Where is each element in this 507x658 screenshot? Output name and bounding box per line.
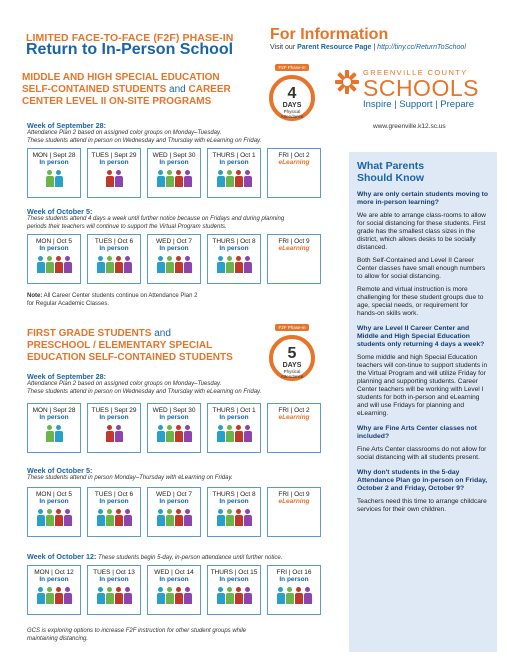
logo-line2: SCHOOLS bbox=[363, 75, 479, 101]
day-status: In person bbox=[39, 159, 69, 166]
day-card bbox=[207, 487, 261, 537]
day-status: eLearning bbox=[278, 414, 310, 421]
person-icon bbox=[46, 170, 54, 187]
people-group bbox=[208, 587, 260, 604]
person-icon bbox=[304, 587, 312, 604]
s2-week3-row bbox=[27, 565, 321, 615]
s2-week3: Week of October 12: These students begin 5-day, in-person attendance until further notice. bbox=[27, 552, 283, 561]
person-icon bbox=[166, 587, 174, 604]
people-group bbox=[88, 170, 140, 187]
person-icon bbox=[184, 587, 192, 604]
people-group bbox=[28, 170, 80, 187]
person-icon bbox=[46, 509, 54, 526]
day-status: In person bbox=[39, 498, 69, 505]
person-icon bbox=[175, 425, 183, 442]
people-group bbox=[148, 256, 200, 273]
person-icon bbox=[217, 509, 225, 526]
badge-5-days: F2F Phase-in 5 DAYS Physical Attendance bbox=[262, 316, 322, 381]
person-icon bbox=[115, 587, 123, 604]
s1-note: Note: All Career Center students continue on Attendance Plan 2 for Regular Academic Classes. bbox=[27, 293, 198, 307]
section2-title: FIRST GRADE STUDENTS and PRESCHOOL / ELEMENTARY SPECIAL EDUCATION SELF-CONTAINED STUDENTS bbox=[27, 328, 233, 363]
person-icon bbox=[46, 425, 54, 442]
person-icon bbox=[124, 587, 132, 604]
person-icon bbox=[226, 425, 234, 442]
day-status: In person bbox=[219, 414, 249, 421]
page-title: Return to In-Person School bbox=[26, 41, 234, 58]
people-group bbox=[28, 509, 80, 526]
people-group bbox=[148, 170, 200, 187]
day-label: THURS | Oct 1 bbox=[212, 407, 256, 414]
day-status: eLearning bbox=[278, 498, 310, 505]
person-icon bbox=[157, 509, 165, 526]
day-card bbox=[27, 487, 81, 537]
day-status: In person bbox=[99, 159, 129, 166]
day-label: MON | Oct 5 bbox=[36, 238, 72, 245]
person-icon bbox=[115, 509, 123, 526]
info-line: Visit our Parent Resource Page | http://tiny.cc/ReturnToSchool bbox=[270, 44, 466, 51]
day-status: In person bbox=[99, 576, 129, 583]
header-subtitle: LIMITED FACE-TO-FACE (F2F) PHASE-IN bbox=[26, 32, 234, 44]
person-icon bbox=[37, 256, 45, 273]
person-icon bbox=[184, 170, 192, 187]
day-label: TUES | Sept 29 bbox=[91, 407, 137, 414]
person-icon bbox=[244, 170, 252, 187]
person-icon bbox=[166, 170, 174, 187]
badge-tab: F2F Phase-in bbox=[275, 64, 308, 71]
day-status: In person bbox=[39, 414, 69, 421]
person-icon bbox=[217, 425, 225, 442]
day-card bbox=[207, 565, 261, 615]
person-icon bbox=[55, 509, 63, 526]
day-label: MON | Oct 12 bbox=[34, 569, 74, 576]
day-status: In person bbox=[159, 245, 189, 252]
day-status: In person bbox=[99, 245, 129, 252]
person-icon bbox=[106, 256, 114, 273]
person-icon bbox=[217, 587, 225, 604]
faq-question: Why are Fine Arts Center classes not included? bbox=[357, 425, 477, 440]
person-icon bbox=[235, 425, 243, 442]
day-card bbox=[27, 234, 81, 284]
day-card bbox=[147, 234, 201, 284]
day-card bbox=[267, 234, 321, 284]
person-icon bbox=[157, 256, 165, 273]
day-label: WED | Oct 7 bbox=[156, 491, 192, 498]
day-status: In person bbox=[219, 245, 249, 252]
day-card bbox=[87, 403, 141, 453]
badge-4-days: F2F Phase-in 4 DAYS Physical Attendance bbox=[262, 56, 322, 121]
person-icon bbox=[115, 425, 123, 442]
day-label: THURS | Oct 8 bbox=[212, 238, 256, 245]
s2-week1: Week of September 28: Attendance Plan 2 based on assigned color groups on Monday–Tuesday. These students attend in person on Wednesday and Thursday with eLearning on Friday. bbox=[27, 372, 262, 395]
person-icon bbox=[166, 256, 174, 273]
day-label: FRI | Oct 9 bbox=[278, 238, 310, 245]
section1-title: MIDDLE AND HIGH SPECIAL EDUCATION SELF-CONTAINED STUDENTS and CAREER CENTER LEVEL II ON-SITE PROGRAMS bbox=[22, 72, 231, 107]
day-status: In person bbox=[219, 159, 249, 166]
people-group bbox=[148, 587, 200, 604]
person-icon bbox=[184, 509, 192, 526]
person-icon bbox=[37, 587, 45, 604]
person-icon bbox=[106, 425, 114, 442]
people-group bbox=[28, 256, 80, 273]
return-to-school-link[interactable]: http://tiny.cc/ReturnToSchool bbox=[377, 44, 466, 51]
day-label: THURS | Oct 1 bbox=[212, 152, 256, 159]
day-card bbox=[207, 403, 261, 453]
day-label: MON | Sept 28 bbox=[32, 152, 76, 159]
day-card bbox=[27, 148, 81, 198]
day-label: TUES | Oct 6 bbox=[94, 491, 134, 498]
people-group bbox=[88, 509, 140, 526]
person-icon bbox=[235, 170, 243, 187]
s2-week2: Week of October 5: These students attend in person Monday–Thursday with eLearning on Friday. bbox=[27, 466, 233, 481]
day-card bbox=[147, 148, 201, 198]
day-card bbox=[267, 565, 321, 615]
faq-question: Why are Level II Career Center and Middle and High Special Education students only returning 4 days a week? bbox=[357, 325, 485, 348]
person-icon bbox=[286, 587, 294, 604]
people-group bbox=[88, 425, 140, 442]
day-status: In person bbox=[99, 498, 129, 505]
day-label: FRI | Oct 16 bbox=[276, 569, 312, 576]
day-label: THURS | Oct 8 bbox=[212, 491, 256, 498]
faq-title: What Parents bbox=[357, 160, 425, 172]
day-card bbox=[87, 565, 141, 615]
logo-line1: GREENVILLE COUNTY bbox=[363, 68, 468, 77]
day-label: TUES | Oct 13 bbox=[93, 569, 135, 576]
day-label: WED | Sept 30 bbox=[152, 152, 196, 159]
day-label: FRI | Oct 2 bbox=[278, 152, 310, 159]
day-status: eLearning bbox=[278, 159, 310, 166]
day-card bbox=[267, 487, 321, 537]
day-label: WED | Oct 14 bbox=[154, 569, 194, 576]
parent-resource-link[interactable]: Parent Resource Page bbox=[297, 44, 372, 51]
people-group bbox=[88, 256, 140, 273]
person-icon bbox=[226, 509, 234, 526]
person-icon bbox=[124, 509, 132, 526]
website-url: www.greenville.k12.sc.us bbox=[373, 123, 446, 130]
day-status: In person bbox=[219, 576, 249, 583]
day-label: THURS | Oct 15 bbox=[210, 569, 258, 576]
person-icon bbox=[97, 256, 105, 273]
faq-answer: We are able to arrange class-rooms to allow for social distancing for these students. First grade has the smallest class sizes in the district, which allows desks to be socially distanced. bbox=[357, 212, 486, 251]
person-icon bbox=[55, 425, 63, 442]
person-icon bbox=[295, 587, 303, 604]
s1-week1-row bbox=[27, 148, 321, 198]
s1-week1: Week of September 28: Attendance Plan 2 based on assigned color groups on Monday–Tuesday. These students attend in person on Wednesday and Thursday with eLearning on Friday. bbox=[27, 121, 262, 144]
person-icon bbox=[64, 509, 72, 526]
person-icon bbox=[157, 425, 165, 442]
day-card bbox=[267, 403, 321, 453]
s2-week2-row bbox=[27, 487, 321, 537]
person-icon bbox=[235, 256, 243, 273]
person-icon bbox=[244, 509, 252, 526]
person-icon bbox=[64, 587, 72, 604]
person-icon bbox=[46, 587, 54, 604]
day-status: In person bbox=[159, 159, 189, 166]
person-icon bbox=[115, 170, 123, 187]
people-group bbox=[208, 509, 260, 526]
person-icon bbox=[97, 587, 105, 604]
day-card bbox=[27, 565, 81, 615]
people-group bbox=[148, 425, 200, 442]
person-icon bbox=[226, 256, 234, 273]
person-icon bbox=[157, 587, 165, 604]
s1-week2: Week of October 5: These students attend 4 days a week until further notice because on Fridays and during planning periods their teachers will continue to support the Virtual Program students. bbox=[27, 207, 285, 230]
day-card bbox=[87, 148, 141, 198]
day-status: eLearning bbox=[278, 245, 310, 252]
person-icon bbox=[175, 170, 183, 187]
person-icon bbox=[64, 256, 72, 273]
person-icon bbox=[46, 256, 54, 273]
person-icon bbox=[55, 170, 63, 187]
person-icon bbox=[106, 587, 114, 604]
day-status: In person bbox=[39, 576, 69, 583]
day-card bbox=[207, 234, 261, 284]
person-icon bbox=[226, 587, 234, 604]
info-title: For Information bbox=[270, 26, 389, 43]
day-status: In person bbox=[39, 245, 69, 252]
logo-tagline: Inspire | Support | Prepare bbox=[363, 99, 475, 110]
person-icon bbox=[244, 425, 252, 442]
day-card bbox=[87, 487, 141, 537]
person-icon bbox=[37, 509, 45, 526]
faq-panel: What Parents Should Know Why are only certain students moving to more in-person learning? We are able to arrange class-rooms to allow for social distancing for these students. First grade has the smallest class sizes in the district, which allows desks to be socially distanced. Both Self-Contained and Level II Career Center classes have small enough numbers to allow for social distancing. Remote and virtual instruction is more challenging for these student groups due to age, special needs, or requirement for hands-on skills work. Why are Level II Career Center and Middle and High Special Education students only returning 4 days a week? Some middle and high Special Education teachers will con-tinue to support students in the Virtual Program and will utilize Friday for planning and supporting students. Career Center teachers will be working with Level I students for both in-person and eLearning and will use Fridays for planning and eLearning. Why are Fine Arts Center classes not included? Fine Arts Center classrooms do not allow for social distancing with all students present. Why don't students in the 5-day Attendance Plan go in-person on Friday, October 2 and Friday, October 9? Teachers need this time to arrange childcare services for their own children. bbox=[349, 152, 497, 652]
person-icon bbox=[184, 256, 192, 273]
person-icon bbox=[277, 587, 285, 604]
faq-question: Why don't students in the 5-day Attendance Plan go in-person on Friday, October 2 and Friday, October 9? bbox=[357, 469, 488, 492]
person-icon bbox=[226, 170, 234, 187]
person-icon bbox=[184, 425, 192, 442]
logo bbox=[363, 68, 479, 110]
s1-week2-row bbox=[27, 234, 321, 284]
day-label: TUES | Sept 29 bbox=[91, 152, 137, 159]
people-group bbox=[148, 509, 200, 526]
person-icon bbox=[175, 256, 183, 273]
people-group bbox=[208, 425, 260, 442]
logo-emblem bbox=[334, 69, 360, 95]
day-card bbox=[147, 565, 201, 615]
faq-question: Why are only certain students moving to more in-person learning? bbox=[357, 191, 489, 206]
day-status: In person bbox=[99, 414, 129, 421]
person-icon bbox=[115, 256, 123, 273]
person-icon bbox=[217, 256, 225, 273]
faq-answer: Fine Arts Center classrooms do not allow for social distancing with all students present. bbox=[357, 446, 487, 461]
person-icon bbox=[157, 170, 165, 187]
people-group bbox=[28, 587, 80, 604]
person-icon bbox=[166, 425, 174, 442]
person-icon bbox=[235, 509, 243, 526]
day-label: WED | Sept 30 bbox=[152, 407, 196, 414]
person-icon bbox=[175, 509, 183, 526]
day-label: TUES | Oct 6 bbox=[94, 238, 134, 245]
person-icon bbox=[55, 256, 63, 273]
day-card bbox=[147, 487, 201, 537]
day-status: In person bbox=[159, 576, 189, 583]
faq-answer: Both Self-Contained and Level II Career Center classes have small enough numbers to allow for social distancing. bbox=[357, 257, 486, 280]
person-icon bbox=[166, 509, 174, 526]
person-icon bbox=[244, 587, 252, 604]
day-label: FRI | Oct 2 bbox=[278, 407, 310, 414]
day-label: MON | Sept 28 bbox=[32, 407, 76, 414]
person-icon bbox=[106, 170, 114, 187]
faq-answer: Teachers need this time to arrange childcare services for their own children. bbox=[357, 498, 487, 513]
footer-note: GCS is exploring options to increase F2F instruction for other student groups while maintaining distancing. bbox=[27, 628, 246, 642]
person-icon bbox=[55, 587, 63, 604]
person-icon bbox=[217, 170, 225, 187]
day-card bbox=[267, 148, 321, 198]
day-status: In person bbox=[159, 498, 189, 505]
faq-answer: Remote and virtual instruction is more challenging for these student groups due to age, special needs, or requirement for hands-on skills work. bbox=[357, 286, 484, 317]
people-group bbox=[208, 170, 260, 187]
badge-tab: F2F Phase-in bbox=[275, 324, 308, 331]
day-label: MON | Oct 5 bbox=[36, 491, 72, 498]
person-icon bbox=[175, 587, 183, 604]
people-group bbox=[268, 587, 320, 604]
person-icon bbox=[235, 587, 243, 604]
faq-answer: Some middle and high Special Education teachers will con-tinue to support students in the Virtual Program and will utilize Friday for planning and supporting students. Career Center teachers will be working with Level I students for both in-person and eLearning and will use Fridays for planning and eLearning. bbox=[357, 354, 488, 417]
day-status: In person bbox=[279, 576, 309, 583]
s2-week1-row bbox=[27, 403, 321, 453]
people-group bbox=[208, 256, 260, 273]
day-card bbox=[207, 148, 261, 198]
day-status: In person bbox=[159, 414, 189, 421]
day-card bbox=[87, 234, 141, 284]
day-card bbox=[27, 403, 81, 453]
people-group bbox=[88, 587, 140, 604]
people-group bbox=[28, 425, 80, 442]
day-status: In person bbox=[219, 498, 249, 505]
day-label: WED | Oct 7 bbox=[156, 238, 192, 245]
person-icon bbox=[124, 256, 132, 273]
person-icon bbox=[244, 256, 252, 273]
person-icon bbox=[106, 509, 114, 526]
person-icon bbox=[97, 509, 105, 526]
day-card bbox=[147, 403, 201, 453]
day-label: FRI | Oct 9 bbox=[278, 491, 310, 498]
